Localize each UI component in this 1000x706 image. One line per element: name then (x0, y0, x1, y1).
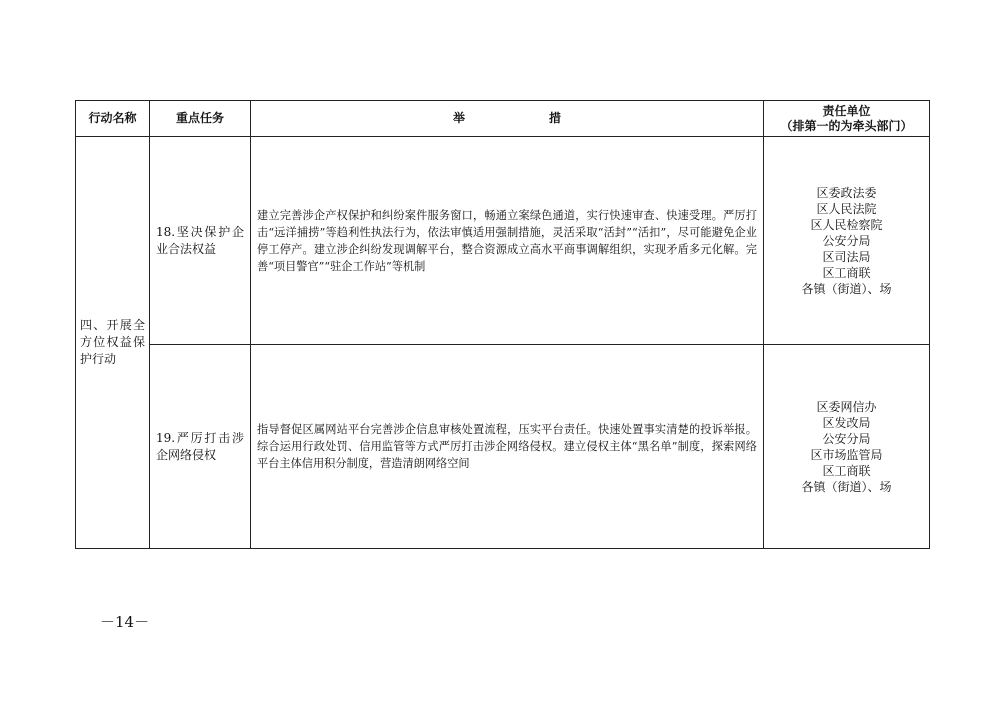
header-action-name: 行动名称 (76, 101, 150, 137)
unit-name: 区司法局 (822, 249, 871, 264)
units-cell (764, 137, 930, 345)
header-measures: 举 措 (251, 101, 764, 137)
header-units-title: 责任单位 (822, 103, 871, 118)
unit-name: 区委政法委 (816, 185, 877, 200)
page-number: －14－ (100, 613, 150, 631)
task-cell: 18.坚决保护企业合法权益 (150, 137, 251, 345)
unit-name: 各镇（街道）、场 (801, 479, 892, 494)
header-key-task: 重点任务 (150, 101, 251, 137)
task-table (75, 100, 930, 549)
measures-cell: 建立完善涉企产权保护和纠纷案件服务窗口，畅通立案绿色通道，实行快速审查、快速受理。严厉打击“远洋捕捞”等趋利性执法行为，依法审慎适用强制措施，灵活采取“活封”“活扣”，尽可能避免企业停工停产。建立涉企纠纷发现调解平台，整合资源成立高水平商事调解组织，实现矛盾多元化解。完善“项目警官”“驻企工作站”等机制 (251, 137, 764, 345)
unit-name: 区工商联 (822, 265, 871, 280)
unit-name: 区人民法院 (816, 201, 877, 216)
header-row (76, 101, 930, 137)
header-units-note: （排第一的为牵头部门） (780, 118, 913, 133)
unit-name: 区委网信办 (816, 399, 877, 414)
unit-name: 区市场监管局 (810, 447, 883, 462)
table-row (76, 137, 930, 345)
table-row (76, 345, 930, 549)
unit-name: 区发改局 (822, 415, 871, 430)
unit-name: 公安分局 (822, 233, 871, 248)
unit-name: 区人民检察院 (810, 217, 883, 232)
header-responsible-units (764, 101, 930, 137)
units-cell (764, 345, 930, 549)
measures-cell: 指导督促区属网站平台完善涉企信息审核处置流程，压实平台责任。快速处置事实清楚的投诉举报。综合运用行政处罚、信用监管等方式严厉打击涉企网络侵权。建立侵权主体“黑名单”制度，探索网络平台主体信用积分制度，营造清朗网络空间 (251, 345, 764, 549)
action-name-cell: 四、开展全方位权益保护行动 (76, 137, 150, 549)
task-cell: 19.严厉打击涉企网络侵权 (150, 345, 251, 549)
unit-name: 公安分局 (822, 431, 871, 446)
unit-name: 区工商联 (822, 463, 871, 478)
unit-name: 各镇（街道）、场 (801, 281, 892, 296)
